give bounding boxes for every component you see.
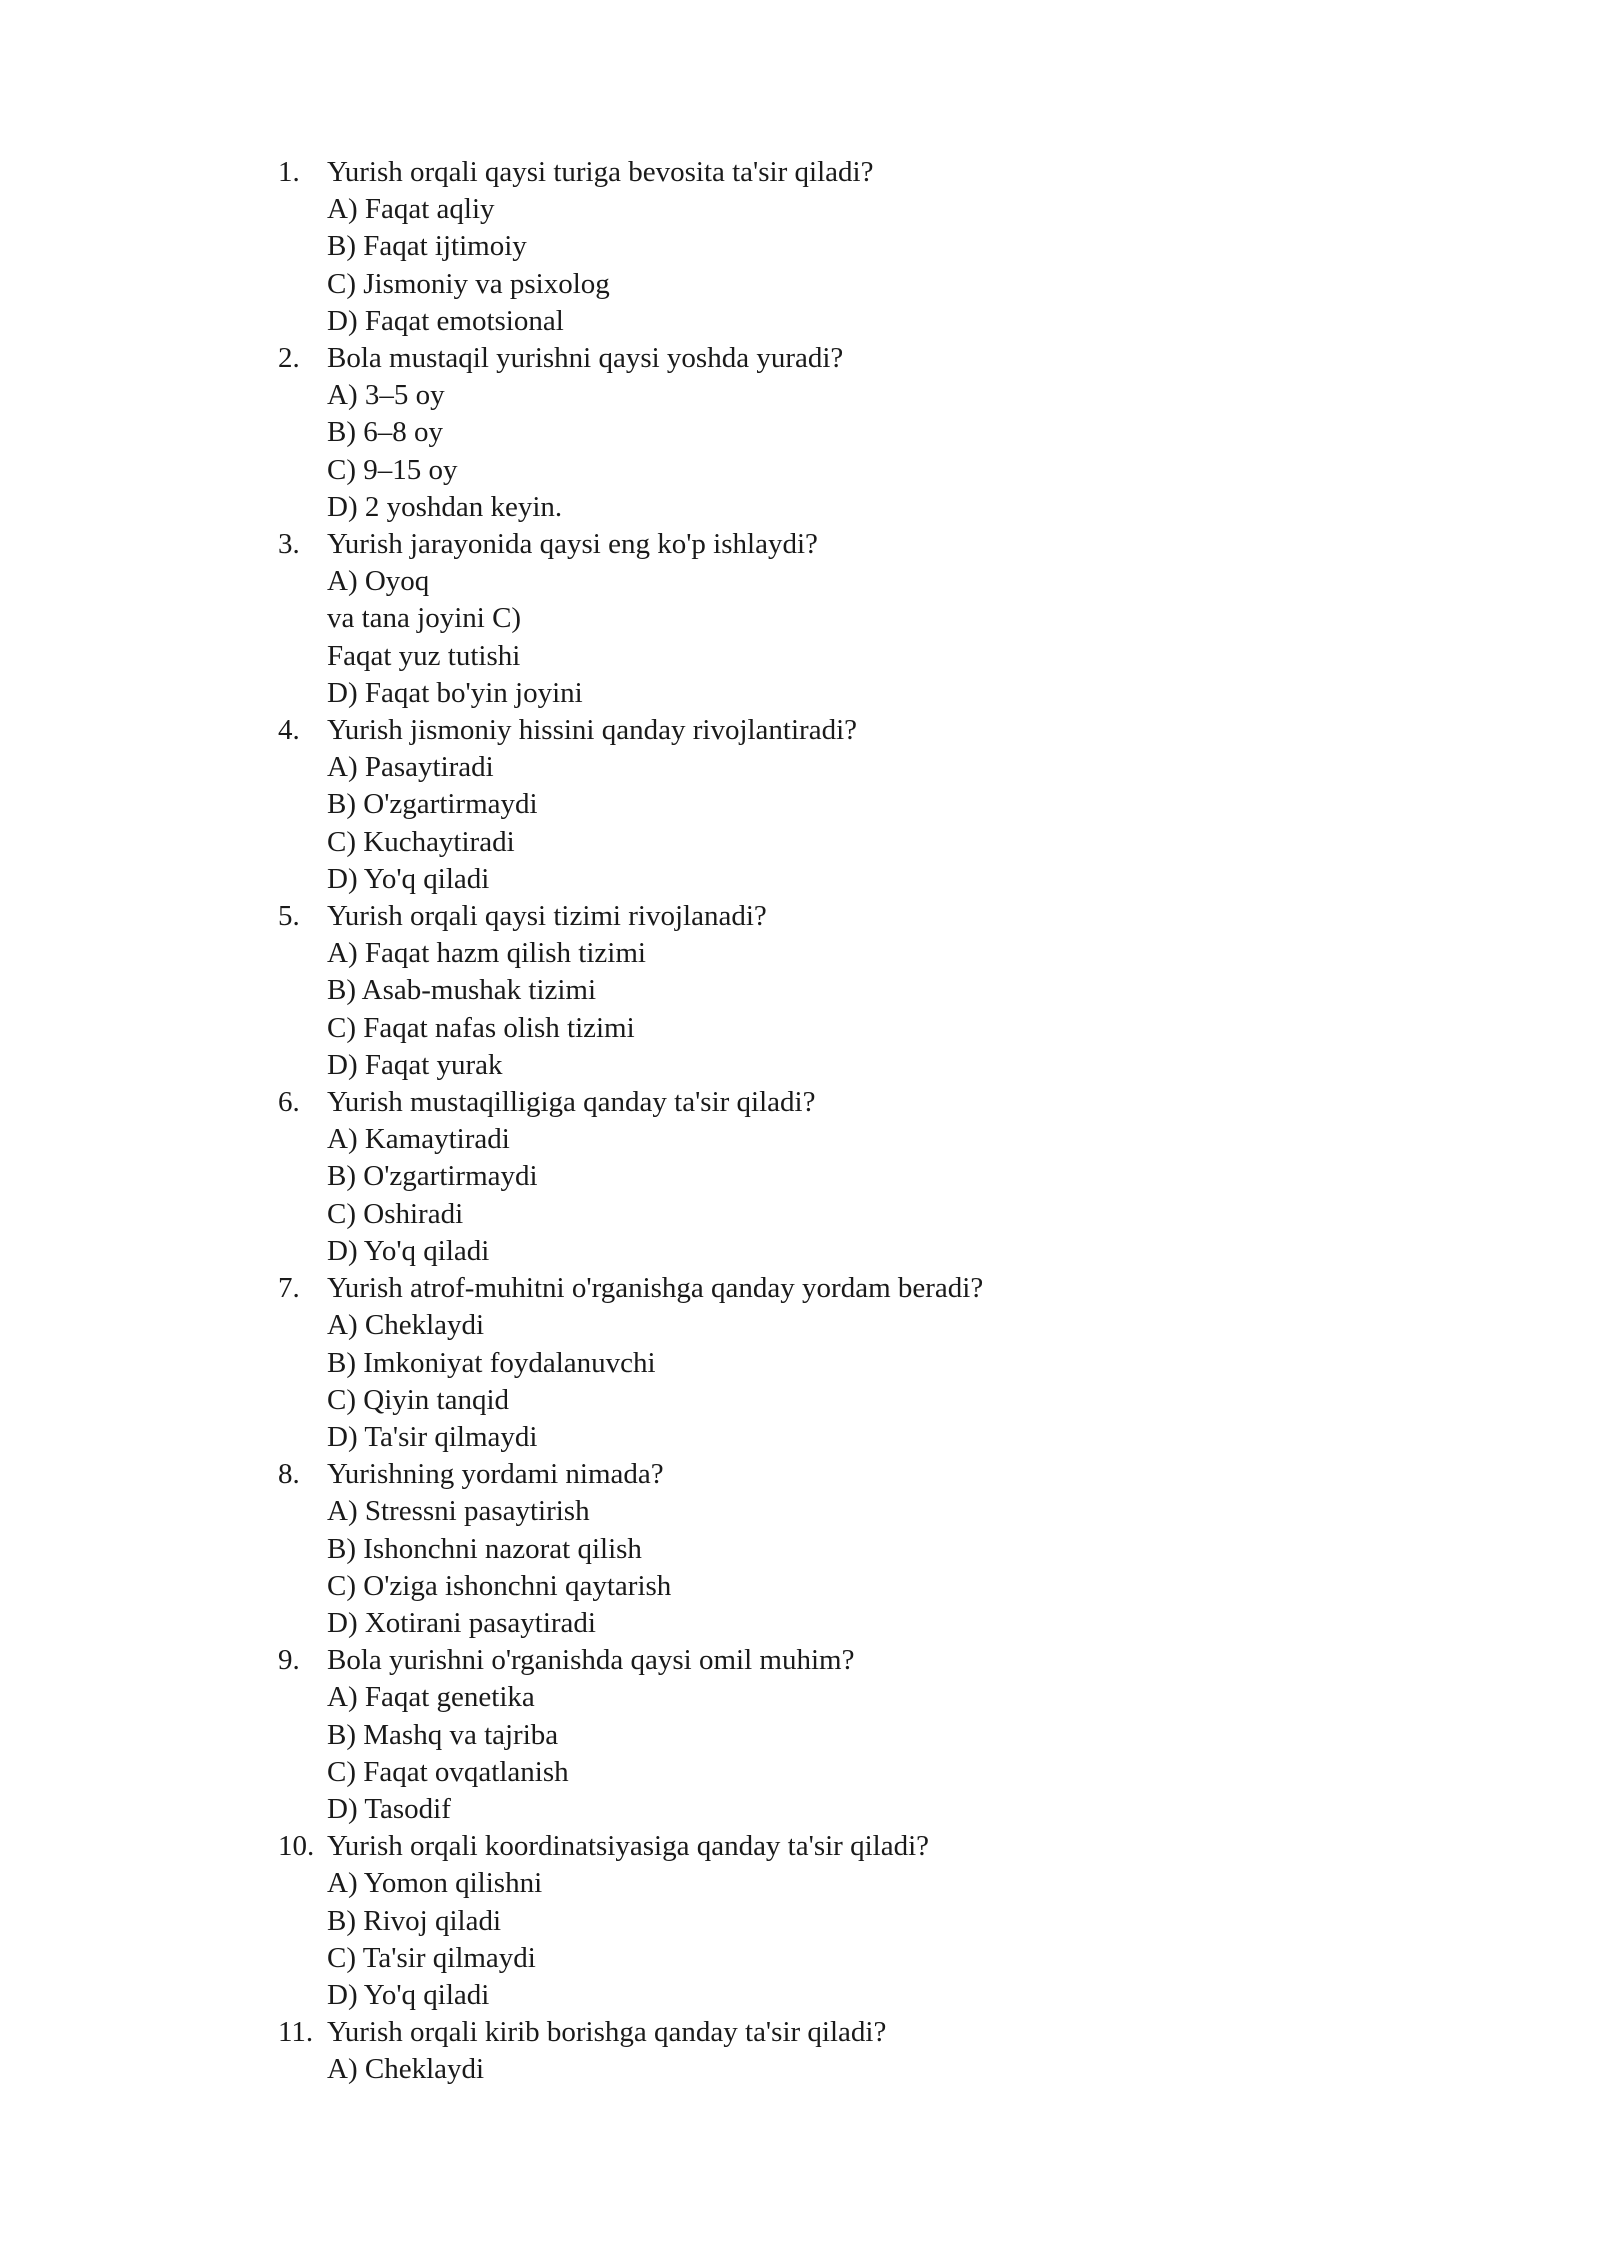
question-block xyxy=(278,2014,1378,2088)
question-number: 3. xyxy=(278,528,300,561)
answer-line: A) Faqat genetika xyxy=(327,1681,535,1714)
answer-line: B) 6–8 oy xyxy=(327,416,443,449)
answer-line: B) O'zgartirmaydi xyxy=(327,788,538,821)
question-number: 2. xyxy=(278,342,300,375)
question-text: Bola yurishni o'rganishda qaysi omil muhim? xyxy=(327,1644,855,1677)
answer-line: A) 3–5 oy xyxy=(327,379,445,412)
question-block xyxy=(278,1456,1378,1642)
answer-line: C) Qiyin tanqid xyxy=(327,1383,510,1416)
question-number: 11. xyxy=(278,2016,314,2049)
answer-line: C) Faqat ovqatlanish xyxy=(327,1755,569,1788)
answer-line: C) Faqat nafas olish tizimi xyxy=(327,1011,635,1044)
answer-line: A) Pasaytiradi xyxy=(327,751,494,784)
question-number: 1. xyxy=(278,156,300,188)
question-text: Yurish orqali kirib borishga qanday ta'sir qiladi? xyxy=(327,2016,887,2049)
answer-line: A) Kamaytiradi xyxy=(327,1123,510,1156)
answer-line: D) Faqat emotsional xyxy=(327,304,564,337)
question-line xyxy=(278,898,1378,935)
answer-line: B) O'zgartirmaydi xyxy=(327,1160,538,1193)
question-block xyxy=(278,154,1378,340)
quiz-list xyxy=(278,154,1378,2089)
question-block xyxy=(278,526,1378,712)
answer-line: C) Jismoniy va psixolog xyxy=(327,267,610,300)
question-text: Yurish jismoniy hissini qanday rivojlantiradi? xyxy=(327,714,858,747)
answer-line: A) Cheklaydi xyxy=(327,1309,485,1342)
question-block xyxy=(278,1642,1378,1828)
question-line xyxy=(278,2014,1378,2051)
question-line xyxy=(278,154,1378,191)
answer-line: A) Oyoq xyxy=(327,565,430,598)
question-line xyxy=(278,1456,1378,1493)
question-text: Yurish mustaqilligiga qanday ta'sir qiladi? xyxy=(327,1086,816,1119)
answer-line: D) Tasodif xyxy=(327,1792,451,1825)
question-text: Yurish orqali koordinatsiyasiga qanday ta'sir qiladi? xyxy=(327,1830,930,1863)
answer-line: B) Imkoniyat foydalanuvchi xyxy=(327,1346,656,1379)
question-line xyxy=(278,526,1378,563)
question-text: Yurish orqali qaysi tizimi rivojlanadi? xyxy=(327,900,767,933)
answer-line: B) Mashq va tajriba xyxy=(327,1718,559,1751)
answer-line: D) Xotirani pasaytiradi xyxy=(327,1606,596,1639)
question-block xyxy=(278,712,1378,898)
answer-line: A) Faqat hazm qilish tizimi xyxy=(327,937,646,970)
question-text: Yurish jarayonida qaysi eng ko'p ishlaydi? xyxy=(327,528,818,561)
answer-line: D) Yo'q qiladi xyxy=(327,1234,490,1267)
answer-line: A) Faqat aqliy xyxy=(327,193,495,226)
answer-line: C) Oshiradi xyxy=(327,1197,464,1230)
answer-line: B) Asab-mushak tizimi xyxy=(327,974,597,1007)
answer-line: va tana joyini C) xyxy=(327,602,522,635)
question-block xyxy=(278,1828,1378,2014)
answer-line: D) Yo'q qiladi xyxy=(327,862,490,895)
answer-line: C) Kuchaytiradi xyxy=(327,825,515,858)
answer-line: B) Rivoj qiladi xyxy=(327,1904,501,1937)
question-line xyxy=(278,340,1378,377)
answer-line: A) Cheklaydi xyxy=(327,2053,485,2086)
question-line xyxy=(278,1084,1378,1121)
answer-line: C) O'ziga ishonchni qaytarish xyxy=(327,1569,672,1602)
question-number: 9. xyxy=(278,1644,300,1677)
answer-line: C) 9–15 oy xyxy=(327,453,458,486)
question-text: Bola mustaqil yurishni qaysi yoshda yuradi? xyxy=(327,342,844,375)
question-text: Yurish orqali qaysi turiga bevosita ta'sir qiladi? xyxy=(327,156,874,188)
answer-line: D) Ta'sir qilmaydi xyxy=(327,1420,538,1453)
question-line xyxy=(278,712,1378,749)
answer-line: B) Faqat ijtimoiy xyxy=(327,230,527,263)
question-number: 8. xyxy=(278,1458,300,1491)
question-line xyxy=(278,1270,1378,1307)
answer-line: D) Yo'q qiladi xyxy=(327,1978,490,2011)
answer-line: Faqat yuz tutishi xyxy=(327,639,521,672)
answer-line: B) Ishonchni nazorat qilish xyxy=(327,1532,642,1565)
question-block xyxy=(278,340,1378,526)
question-block xyxy=(278,1084,1378,1270)
answer-line: D) Faqat yurak xyxy=(327,1048,503,1081)
question-number: 7. xyxy=(278,1272,300,1305)
question-line xyxy=(278,1828,1378,1865)
question-block xyxy=(278,1270,1378,1456)
answer-line: D) 2 yoshdan keyin. xyxy=(327,490,563,523)
question-number: 4. xyxy=(278,714,300,747)
answer-line: A) Yomon qilishni xyxy=(327,1867,543,1900)
question-number: 5. xyxy=(278,900,300,933)
question-line xyxy=(278,1642,1378,1679)
question-block xyxy=(278,898,1378,1084)
question-text: Yurishning yordami nimada? xyxy=(327,1458,664,1491)
question-number: 10. xyxy=(278,1830,315,1863)
answer-line: C) Ta'sir qilmaydi xyxy=(327,1941,536,1974)
question-number: 6. xyxy=(278,1086,300,1119)
question-text: Yurish atrof-muhitni o'rganishga qanday yordam beradi? xyxy=(327,1272,984,1305)
answer-line: D) Faqat bo'yin joyini xyxy=(327,676,583,709)
answer-line: A) Stressni pasaytirish xyxy=(327,1495,590,1528)
